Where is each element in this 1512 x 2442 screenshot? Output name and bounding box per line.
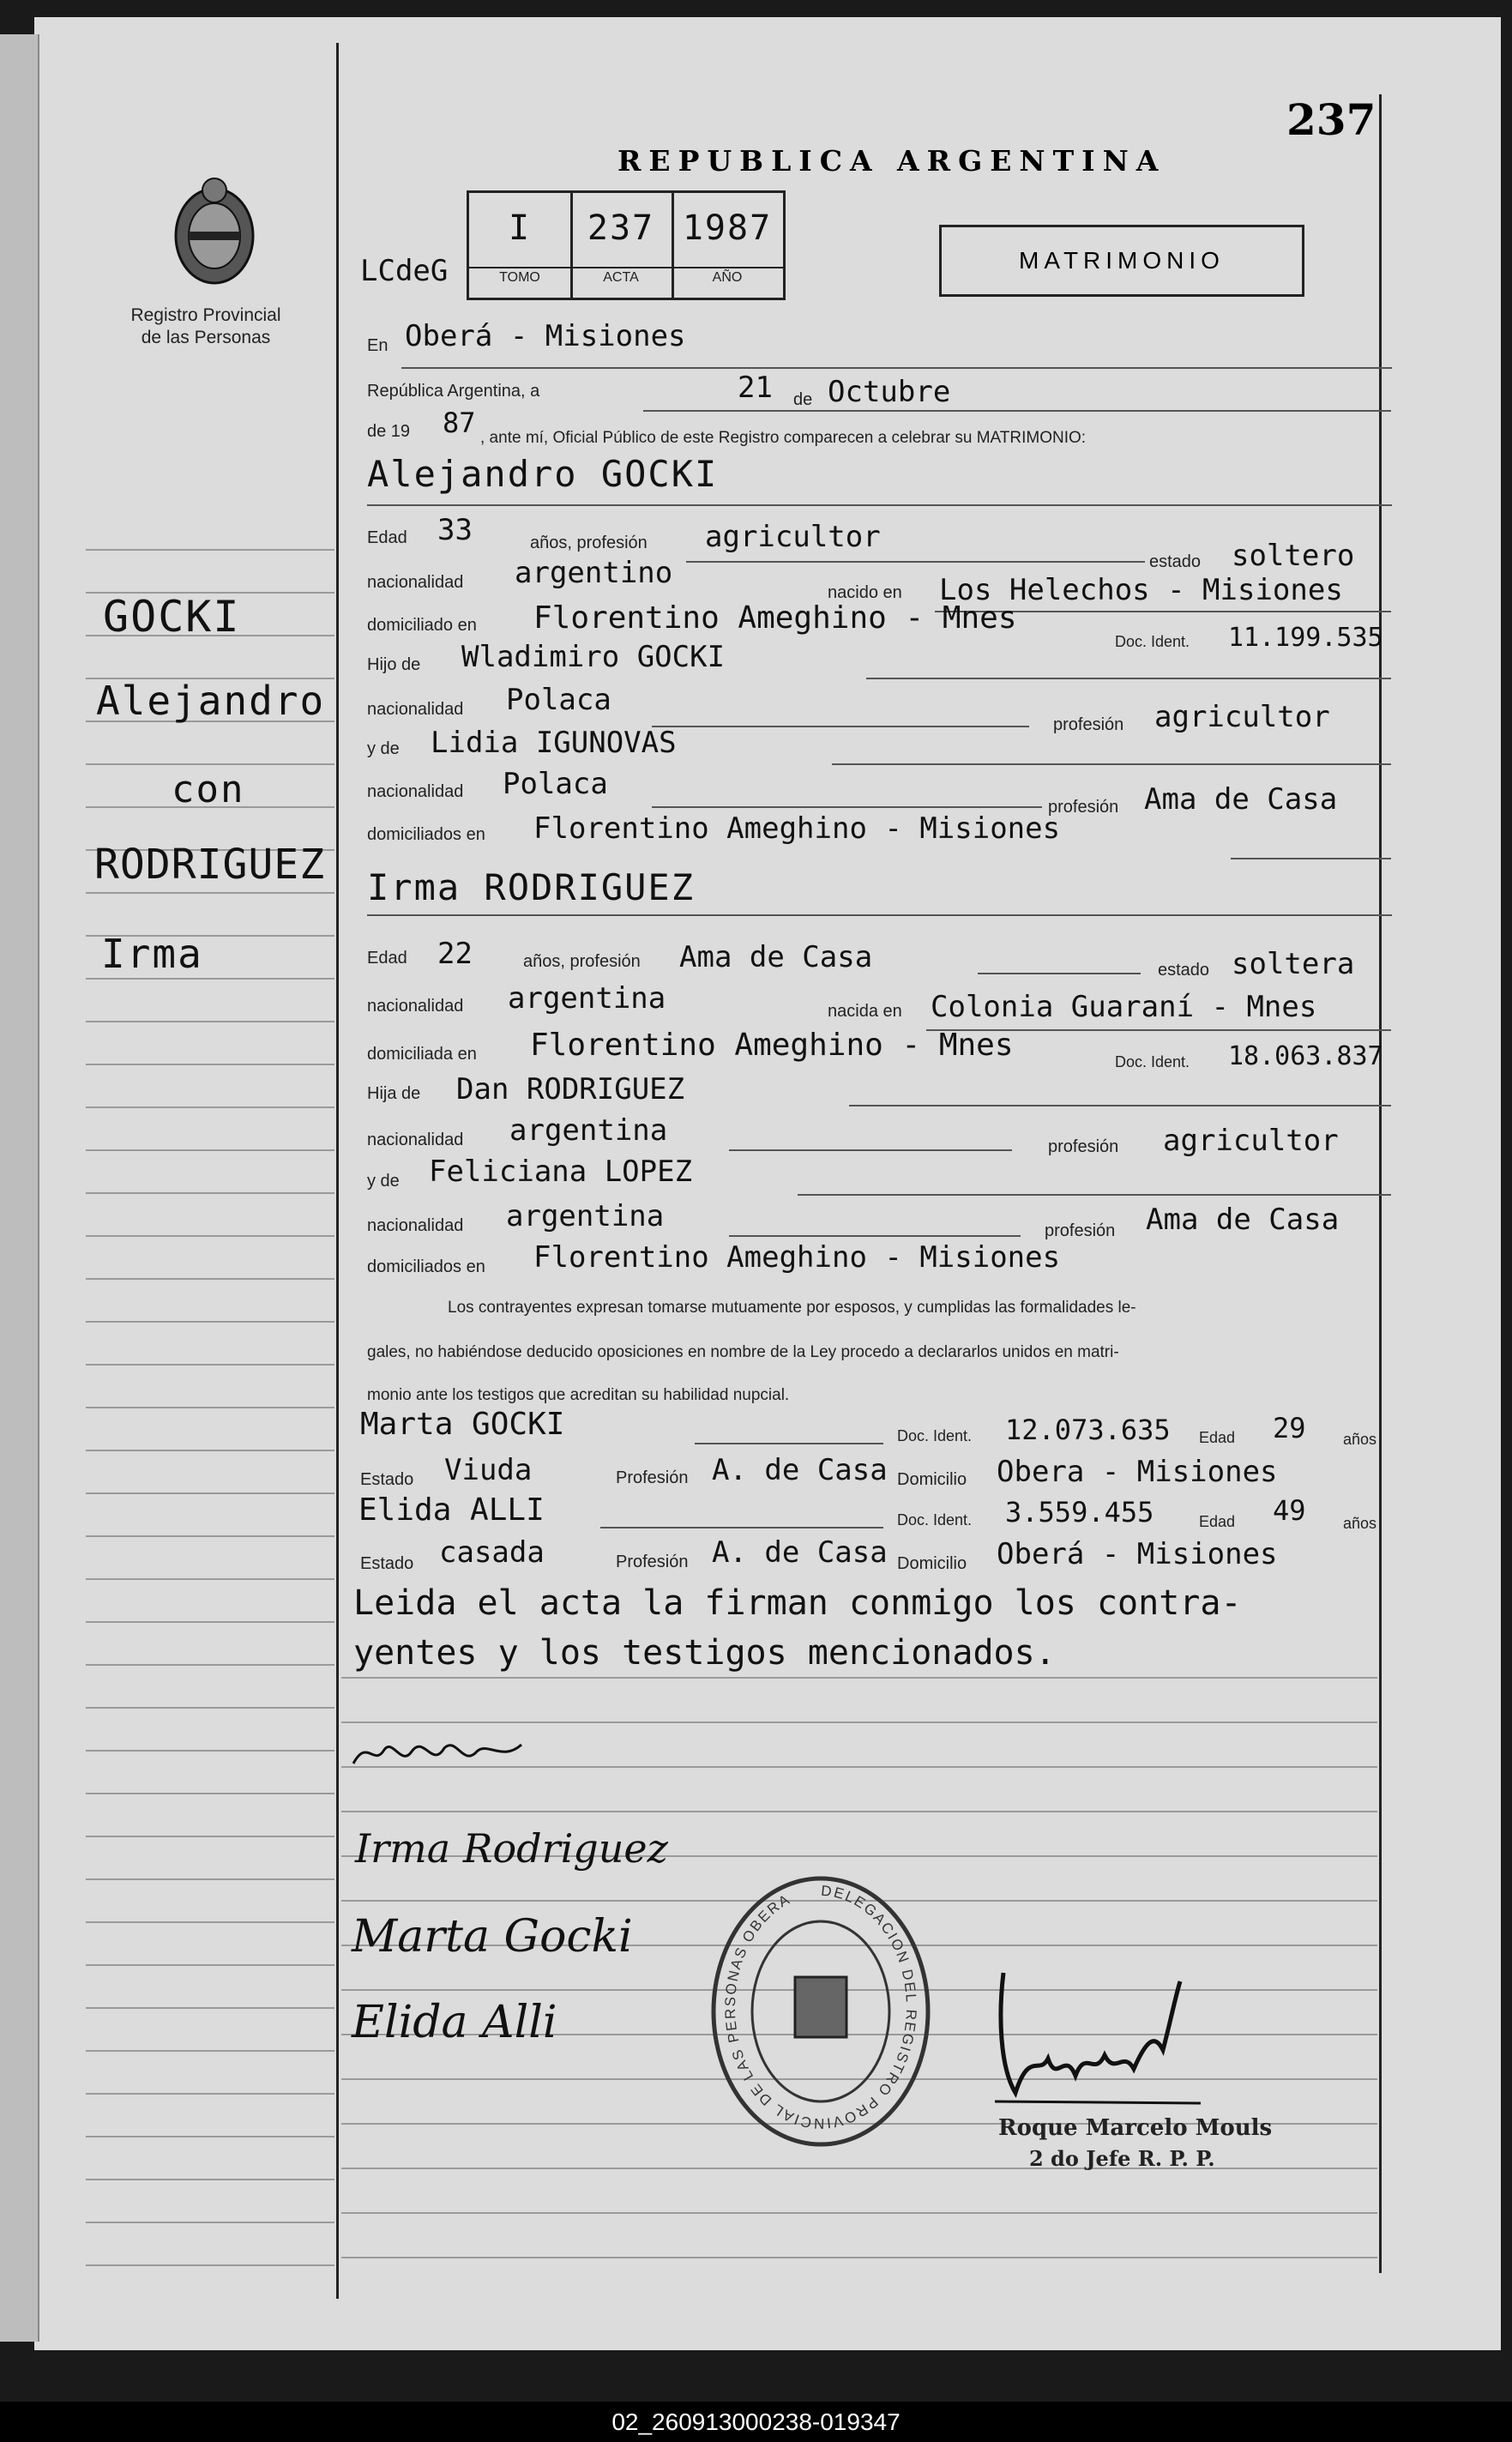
legal-text-line-3: monio ante los testigos que acreditan su habilidad nupcial. [367,1386,790,1404]
margin-rule [86,1021,334,1022]
margin-rule [86,1621,334,1623]
body-rule [341,1811,1377,1812]
groom-madre: Lidia IGUNOVAS [431,726,677,760]
year-label: AÑO [712,270,743,285]
bride-anos-label: años, profesión [523,952,641,971]
margin-rule [86,2136,334,2138]
year-suffix: 87 [443,407,476,439]
margin-rule [86,2050,334,2052]
bride-y-de-label: y de [367,1172,400,1191]
closing-line-2: yentes y los testigos mencionados. [353,1633,1056,1673]
signature-witness-2: Elida Alli [352,1997,557,2048]
acta-value: 237 [587,208,655,248]
groom-padres-dom-label: domiciliados en [367,825,485,844]
groom-doc: 11.199.535 [1228,623,1383,653]
bride-nac-label: nacionalidad [367,997,464,1016]
margin-rule [86,1664,334,1666]
year-prefix: de 19 [367,422,411,441]
margin-rule [86,1407,334,1408]
month: Octubre [828,375,951,409]
country-title: REPUBLICA ARGENTINA [617,144,1166,178]
margin-rule [86,1535,334,1537]
margin-rule [86,1578,334,1580]
record-type-box [939,225,1304,297]
margin-rule [86,1235,334,1237]
bride-padre-nac-label: nacionalidad [367,1131,464,1149]
bride-doc: 18.063.837 [1228,1041,1383,1071]
tomo-acta-year-box [467,190,786,300]
witness-1-domicilio: Obera - Misiones [997,1455,1278,1489]
groom-padre-prof: agricultor [1154,700,1330,734]
bride-madre-nac: argentina [506,1199,665,1233]
margin-rule [86,2264,334,2266]
official-signature [986,1947,1226,2119]
coat-of-arms-icon [163,172,266,292]
bride-hija-label: Hija de [367,1084,421,1103]
margin-rule [86,1106,334,1108]
bride-profesion: Ama de Casa [679,940,873,974]
margin-rule [86,1964,334,1966]
margin-rule [86,1492,334,1494]
image-id-footer: 02_260913000238-019347 [0,2402,1512,2442]
bride-name: Irma RODRIGUEZ [367,866,696,908]
groom-padre: Wladimiro GOCKI [461,640,726,674]
bride-madre-nac-label: nacionalidad [367,1216,464,1235]
margin-note-name: Alejandro [96,678,326,724]
tomo-label: TOMO [499,270,540,285]
left-margin-line [336,43,339,2299]
official-title: 2 do Jefe R. P. P. [1029,2146,1215,2171]
de-label: de [793,390,813,409]
groom-dom-label: domiciliado en [367,616,477,635]
margin-rule [86,1707,334,1709]
witness-2-estado: casada [439,1535,545,1570]
margin-rule [86,2093,334,2095]
margin-rule [86,1750,334,1752]
margin-rule [86,2222,334,2223]
bride-nacionalidad: argentina [508,981,666,1016]
witness-1-edad: 29 [1273,1412,1306,1444]
margin-rule [86,1364,334,1366]
bride-padre-nac: argentina [509,1113,668,1148]
witness-2-edad: 49 [1273,1494,1306,1527]
witness-1-edad-label: Edad [1199,1429,1236,1446]
witness-2-doc: 3.559.455 [1005,1496,1154,1529]
body-rule [341,2257,1377,2258]
registry-code: LCdeG [360,254,449,288]
margin-rule [86,549,334,551]
groom-domicilio: Florentino Ameghino - Mnes [533,600,1017,636]
registry-seal-icon [705,1870,937,2153]
place: Oberá - Misiones [405,319,686,353]
bride-domicilio: Florentino Ameghino - Mnes [530,1028,1014,1063]
groom-edad: 33 [437,513,473,547]
signature-bride: Irma Rodriguez [355,1825,668,1872]
bride-edad: 22 [437,937,473,971]
margin-note-surname-bride: RODRIGUEZ [94,841,326,889]
en-label: En [367,336,389,355]
body-rule [341,2212,1377,2214]
groom-padre-prof-label: profesión [1053,715,1124,734]
groom-nacido-label: nacido en [828,583,902,602]
witness-1-dom-label: Domicilio [897,1470,967,1489]
margin-rule [86,1836,334,1837]
margin-rule [86,1192,334,1194]
witness-2-name: Elida ALLI [358,1492,545,1528]
signature-witness-1: Marta Gocki [352,1911,633,1963]
bride-nacida-label: nacida en [828,1002,902,1021]
groom-nacionalidad: argentino [515,556,673,590]
bride-edad-label: Edad [367,949,407,968]
book-spine [0,34,39,2342]
bride-padres-dom: Florentino Ameghino - Misiones [533,1240,1061,1275]
intro-text: , ante mí, Oficial Público de este Registro comparecen a celebrar su MATRIMONIO: [480,429,1087,447]
witness-1-doc: 12.073.635 [1005,1414,1171,1446]
margin-rule [86,1793,334,1794]
body-rule [341,1677,1377,1679]
bride-lugar-nac: Colonia Guaraní - Mnes [931,990,1317,1024]
witness-2-anos-label: años [1343,1515,1377,1532]
witness-1-doc-label: Doc. Ident. [897,1427,973,1444]
bride-padre-prof: agricultor [1163,1124,1339,1158]
margin-rule [86,1321,334,1323]
official-name: Roque Marcelo Mouls [998,2115,1273,2141]
margin-rule [86,1149,334,1151]
year-value: 1987 [682,208,773,248]
bride-estado: soltera [1232,947,1355,981]
margin-note-surname: GOCKI [103,592,241,642]
margin-rule [86,1878,334,1880]
witness-1-estado: Viuda [444,1453,533,1487]
groom-anos-label: años, profesión [530,534,648,552]
witness-2-domicilio: Oberá - Misiones [997,1537,1278,1571]
margin-rule [86,1450,334,1451]
groom-profesion: agricultor [705,520,881,554]
tomo-value: I [508,208,532,248]
margin-rule [86,1921,334,1923]
groom-hijo-label: Hijo de [367,655,421,674]
republica-label: República Argentina, a [367,382,540,401]
witness-2-profesion: A. de Casa [712,1535,888,1570]
bride-madre-prof: Ama de Casa [1146,1203,1340,1237]
margin-note-bride-name: Irma [101,931,203,977]
witness-2-dom-label: Domicilio [897,1554,967,1573]
groom-name: Alejandro GOCKI [367,453,719,495]
groom-doc-label: Doc. Ident. [1115,633,1190,650]
bride-padres-dom-label: domiciliados en [367,1257,485,1276]
body-rule [341,2168,1377,2169]
bride-madre: Feliciana LOPEZ [429,1155,693,1189]
margin-rule [86,2179,334,2180]
groom-y-de-label: y de [367,739,400,758]
witness-1-estado-label: Estado [360,1470,414,1489]
groom-edad-label: Edad [367,528,407,547]
legal-text-line-2: gales, no habiéndose deducido oposiciones en nombre de la Ley procedo a declararlos unidos en matri- [367,1343,1119,1361]
bride-madre-prof-label: profesión [1045,1221,1116,1240]
acta-label: ACTA [603,270,639,285]
body-rule [341,1721,1377,1723]
bride-doc-label: Doc. Ident. [1115,1053,1190,1070]
margin-rule [86,1064,334,1065]
closing-line-1: Leida el acta la firman conmigo los contra- [353,1583,1242,1623]
witness-1-anos-label: años [1343,1431,1377,1448]
bride-dom-label: domiciliada en [367,1045,477,1064]
seal-text: DELEGACION DEL REGISTRO PROVINCIAL DE LAS PERSONAS OBERA [721,1882,920,2132]
groom-padre-nac: Polaca [506,683,611,717]
record-type: MATRIMONIO [1019,247,1225,274]
margin-rule [86,763,334,765]
signature-groom [350,1733,530,1783]
margin-rule [86,1278,334,1280]
groom-lugar-nac: Los Helechos - Misiones [939,573,1343,607]
bride-padre-prof-label: profesión [1048,1137,1119,1156]
bride-padre: Dan RODRIGUEZ [456,1072,685,1106]
day: 21 [738,371,773,405]
groom-madre-prof: Ama de Casa [1144,782,1338,817]
groom-estado: soltero [1232,539,1355,573]
groom-estado-label: estado [1149,552,1202,571]
page-number: 237 [1286,94,1376,145]
margin-rule [86,978,334,980]
witness-2-estado-label: Estado [360,1554,414,1573]
witness-2-prof-label: Profesión [616,1553,689,1571]
witness-2-edad-label: Edad [1199,1513,1236,1530]
groom-padre-nac-label: nacionalidad [367,700,464,719]
bride-estado-label: estado [1158,961,1210,980]
witness-1-profesion: A. de Casa [712,1453,888,1487]
margin-note-con: con [172,768,245,811]
witness-2-doc-label: Doc. Ident. [897,1511,973,1529]
witness-1-name: Marta GOCKI [360,1407,565,1442]
registry-name: Registro Provincial de las Personas [130,305,281,347]
groom-nac-label: nacionalidad [367,573,464,592]
margin-rule [86,892,334,894]
legal-text-line-1: Los contrayentes expresan tomarse mutuamente por esposos, y cumplidas las formalidades le- [448,1299,1136,1317]
witness-1-prof-label: Profesión [616,1468,689,1487]
margin-rule [86,2007,334,2009]
groom-madre-prof-label: profesión [1048,798,1119,817]
right-margin-line [1379,94,1382,2273]
groom-padres-dom: Florentino Ameghino - Misiones [533,811,1061,846]
groom-madre-nac-label: nacionalidad [367,782,464,801]
groom-madre-nac: Polaca [503,767,608,801]
